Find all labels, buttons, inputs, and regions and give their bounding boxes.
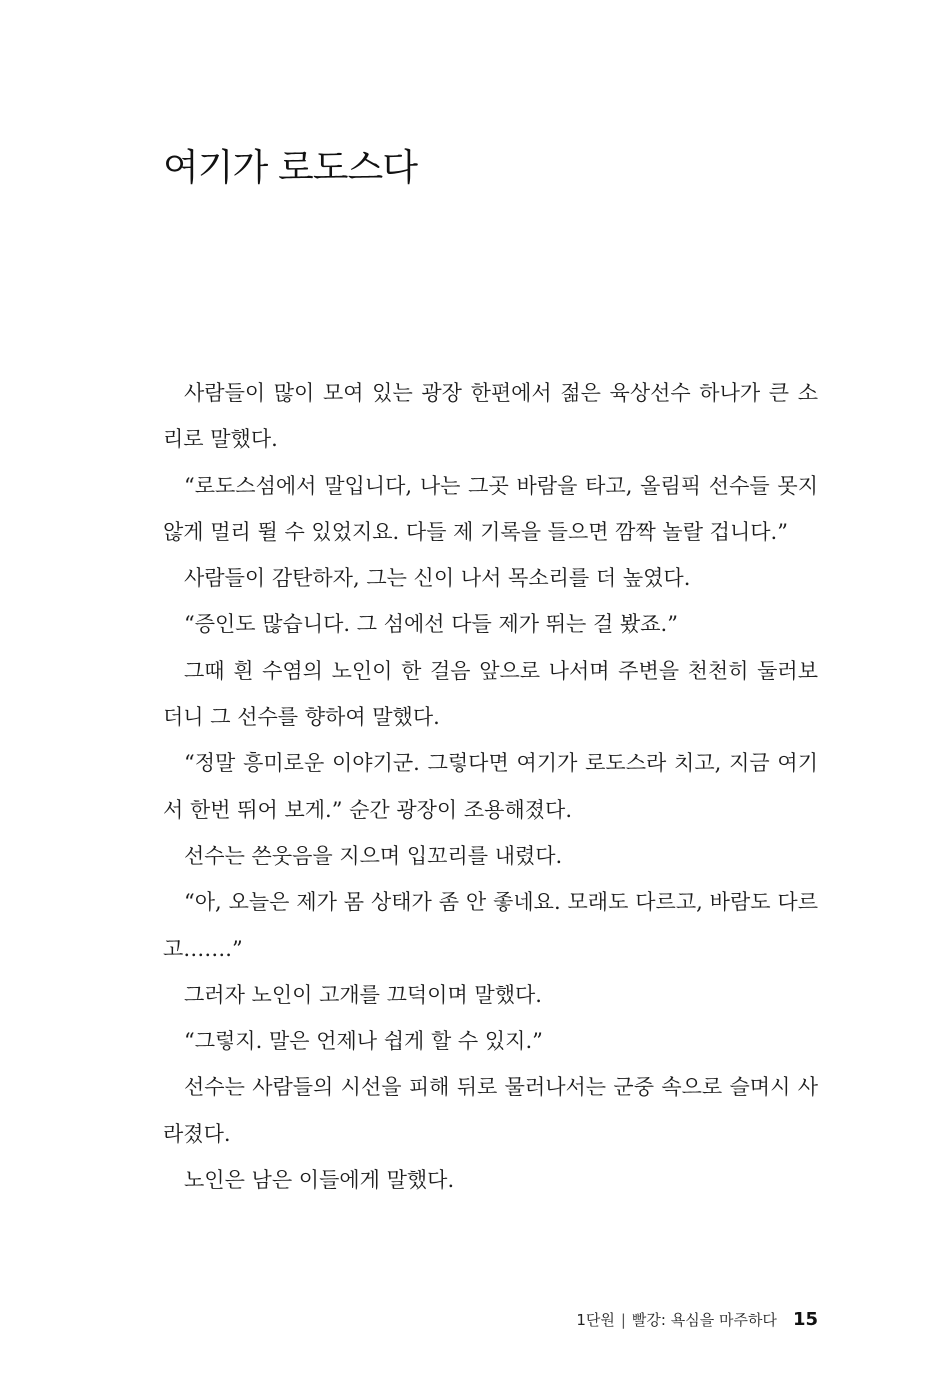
page-number: 15 <box>792 1309 818 1330</box>
paragraph: 사람들이 많이 모여 있는 광장 한편에서 젊은 육상선수 하나가 큰 소리로 말했다. <box>163 381 818 452</box>
paragraph: “아, 오늘은 제가 몸 상태가 좀 안 좋네요. 모래도 다르고, 바람도 다르고…….” <box>163 890 818 961</box>
paragraph: 그때 흰 수염의 노인이 한 걸음 앞으로 나서며 주변을 천천히 둘러보더니 그 선수를 향하여 말했다. <box>163 658 818 730</box>
running-footer <box>576 1308 818 1332</box>
paragraph: 선수는 쓴웃음을 지으며 입꼬리를 내렸다. <box>184 843 563 868</box>
page-title: 여기가 로도스다 <box>163 146 417 189</box>
paragraph: 그러자 노인이 고개를 끄덕이며 말했다. <box>184 982 542 1007</box>
paragraph: 노인은 남은 이들에게 말했다. <box>184 1168 455 1193</box>
footer-separator: | <box>620 1311 626 1329</box>
paragraph: “로도스섬에서 말입니다, 나는 그곳 바람을 타고, 올림픽 선수들 못지않게 멀리 뛸 수 있었지요. 다들 제 기록을 들으면 깜짝 놀랄 겁니다.” <box>163 473 818 544</box>
body-text <box>163 370 818 1203</box>
paragraph: 사람들이 감탄하자, 그는 신이 나서 목소리를 더 높였다. <box>184 566 691 591</box>
footer-section-title: 빨강: 욕심을 마주하다 <box>631 1311 777 1329</box>
paragraph: “증인도 많습니다. 그 섬에선 다들 제가 뛰는 걸 봤죠.” <box>184 612 678 637</box>
paragraph: 선수는 사람들의 시선을 피해 뒤로 물러나서는 군중 속으로 슬며시 사라졌다. <box>163 1075 818 1146</box>
footer-chapter: 1단원 <box>576 1311 615 1329</box>
paragraph: “정말 흥미로운 이야기군. 그렇다면 여기가 로도스라 치고, 지금 여기서 한번 뛰어 보게.” 순간 광장이 조용해졌다. <box>163 751 818 822</box>
paragraph: “그렇지. 말은 언제나 쉽게 할 수 있지.” <box>184 1029 543 1054</box>
